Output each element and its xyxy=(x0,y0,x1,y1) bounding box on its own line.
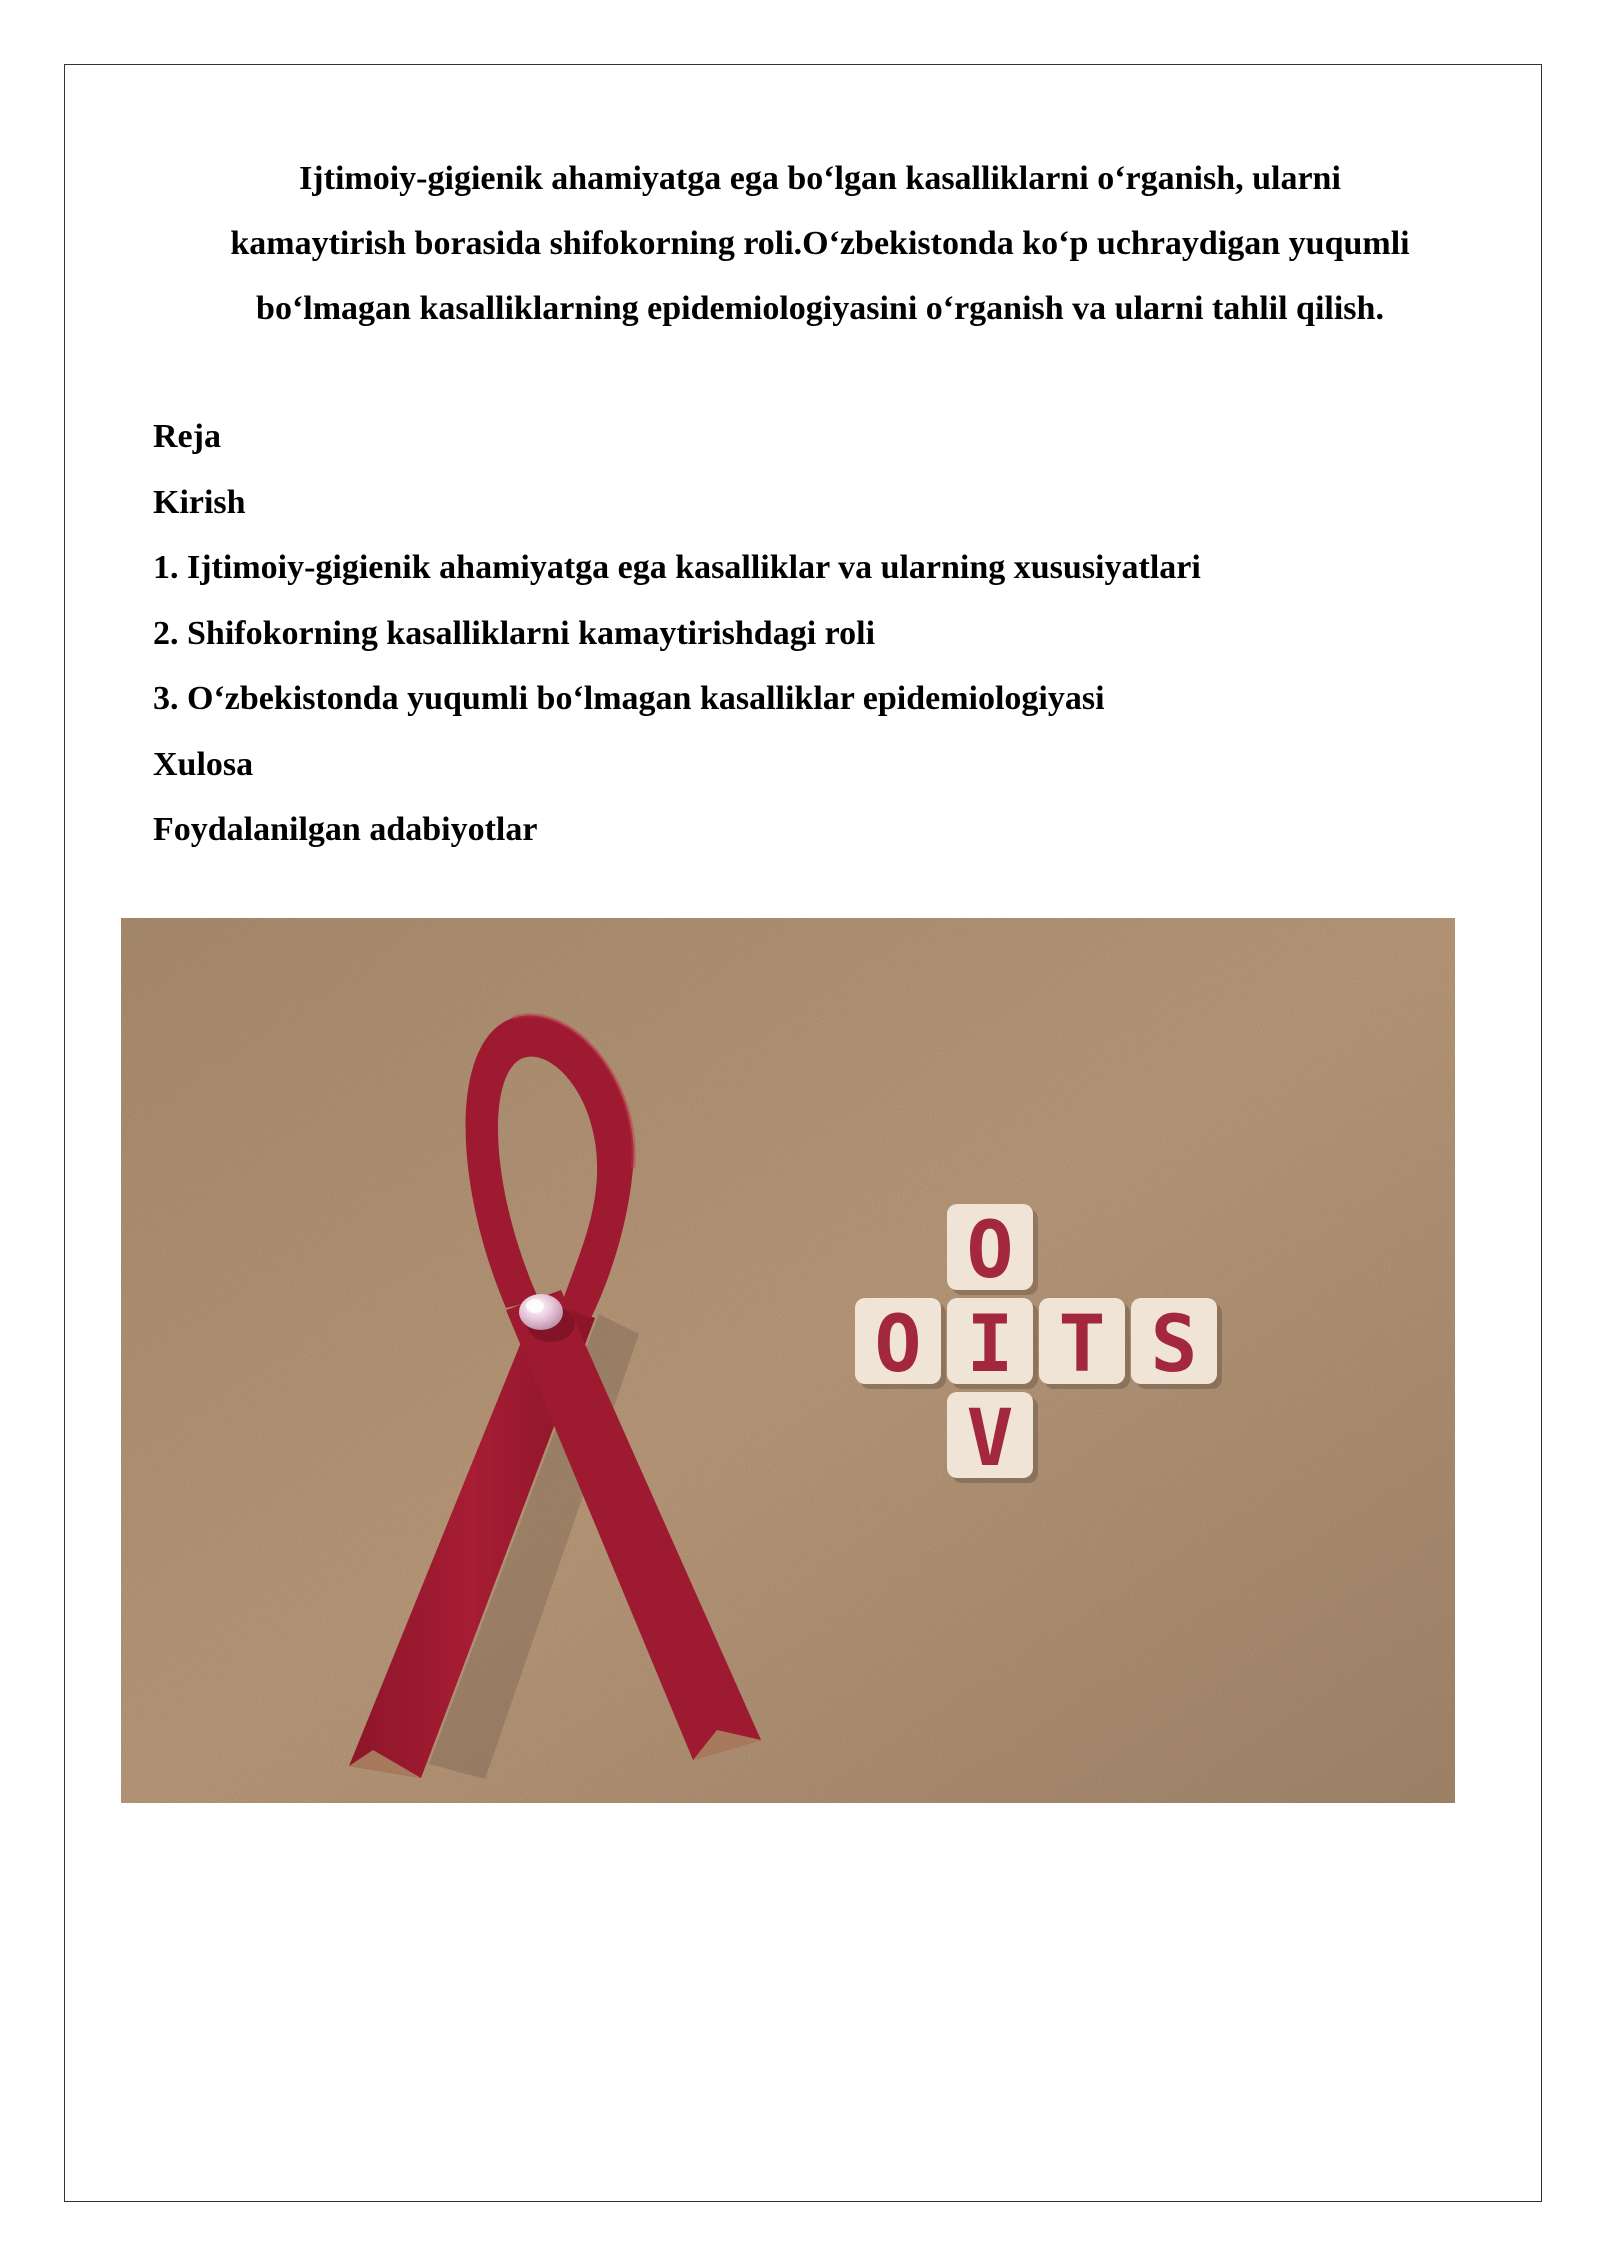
letter-tile xyxy=(947,1298,1038,1390)
awareness-image xyxy=(121,918,1455,1803)
tile-letter-top: O xyxy=(966,1206,1014,1296)
letter-tile xyxy=(1131,1298,1222,1390)
title-line: bo‘lmagan kasalliklarning epidemiologiyasini o‘rganish va ularni tahlil qilish. xyxy=(256,290,1384,327)
tile-letter-row-1: O xyxy=(874,1300,922,1390)
document-title xyxy=(150,146,1490,341)
plan-item-conclusion: Xulosa xyxy=(153,745,254,783)
tile-letter-row-3: T xyxy=(1058,1300,1106,1390)
letter-tile xyxy=(1039,1298,1130,1390)
letter-tile xyxy=(947,1392,1038,1484)
plan-item-3: 3. O‘zbekistonda yuqumli bo‘lmagan kasalliklar epidemiologiyasi xyxy=(153,680,1105,717)
plan-heading: Reja xyxy=(153,418,221,455)
letter-tile xyxy=(855,1298,946,1390)
plan-list xyxy=(153,404,1201,863)
plan-item-1: 1. Ijtimoiy-gigienik ahamiyatga ega kasalliklar va ularning xususiyatlari xyxy=(153,549,1201,586)
title-line: Ijtimoiy-gigienik ahamiyatga ega bo‘lgan kasalliklarni o‘rganish, ularni xyxy=(299,160,1341,197)
plan-item-2: 2. Shifokorning kasalliklarni kamaytirishdagi roli xyxy=(153,614,876,652)
tile-letter-row-2: I xyxy=(966,1300,1014,1390)
title-line: kamaytirish borasida shifokorning roli.O‘zbekistonda ko‘p uchraydigan yuqumli xyxy=(230,225,1410,262)
letter-tile xyxy=(947,1204,1038,1296)
tile-letter-row-4: S xyxy=(1150,1300,1198,1390)
plan-item-references: Foydalanilgan adabiyotlar xyxy=(153,811,538,848)
plan-item-introduction: Kirish xyxy=(153,483,246,521)
tile-letter-bottom: V xyxy=(966,1394,1014,1484)
